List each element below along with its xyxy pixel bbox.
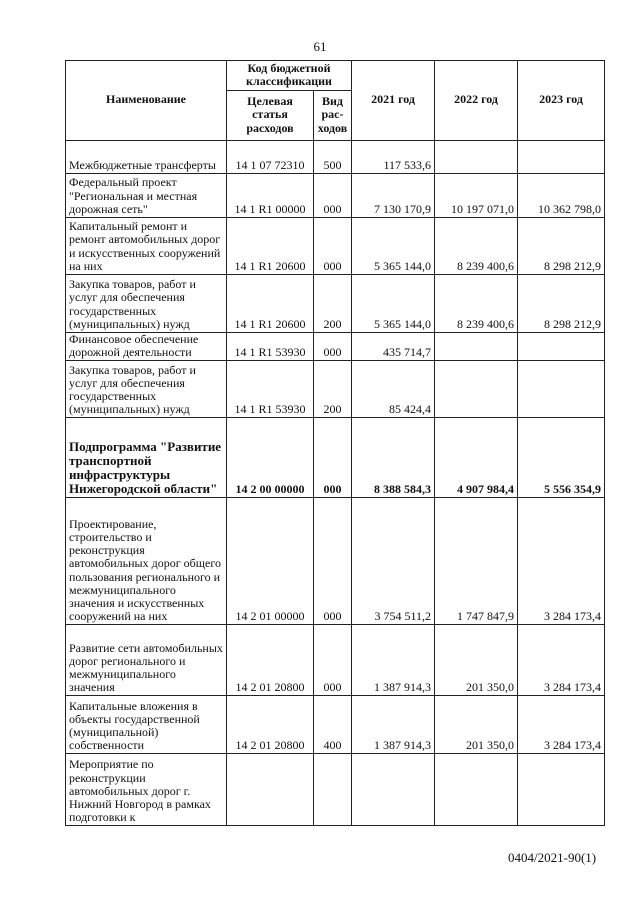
row-name: Проектирование, строительство и реконструкция автомобильных дорог общего пользования регионального и межмуниципального значения и искусственных сооружений на них [66, 498, 227, 625]
header-budget-code: Код бюджетной классификации [227, 61, 352, 91]
row-expense-type: 200 [314, 361, 352, 418]
table-row [66, 754, 605, 826]
row-value-2022: 8 239 400,6 [435, 275, 518, 333]
row-name: Капитальные вложения в объекты государственной (муниципальной) собственности [66, 696, 227, 754]
row-target-item: 14 1 R1 00000 [227, 174, 314, 218]
row-target-item: 14 1 R1 53930 [227, 361, 314, 418]
row-expense-type: 000 [314, 218, 352, 275]
row-target-item [227, 754, 314, 826]
row-value-2023: 3 284 173,4 [518, 498, 605, 625]
row-value-2021: 5 365 144,0 [352, 218, 435, 275]
row-target-item: 14 2 00 00000 [227, 418, 314, 498]
row-target-item: 14 2 01 00000 [227, 498, 314, 625]
row-value-2021: 1 387 914,3 [352, 696, 435, 754]
row-value-2023: 8 298 212,9 [518, 218, 605, 275]
table-row [66, 498, 605, 625]
row-name: Капитальный ремонт и ремонт автомобильных дорог и искусственных сооружений на них [66, 218, 227, 275]
row-value-2022 [435, 754, 518, 826]
row-name: Подпрограмма "Развитие транспортной инфраструктуры Нижегородской области" [66, 418, 227, 498]
row-name: Финансовое обеспечение дорожной деятельности [66, 333, 227, 361]
header-2021: 2021 год [352, 61, 435, 141]
row-value-2023 [518, 333, 605, 361]
table-row [66, 625, 605, 696]
row-name: Мероприятие по реконструкции автомобильных дорог г. Нижний Новгород в рамках подготовки к [66, 754, 227, 826]
row-value-2021: 117 533,6 [352, 141, 435, 174]
row-expense-type [314, 754, 352, 826]
row-value-2022: 201 350,0 [435, 625, 518, 696]
header-expense-type: Вид рас-ходов [314, 91, 352, 141]
row-value-2021: 435 714,7 [352, 333, 435, 361]
row-target-item: 14 1 R1 20600 [227, 275, 314, 333]
row-value-2022 [435, 361, 518, 418]
row-value-2023 [518, 141, 605, 174]
row-value-2021: 1 387 914,3 [352, 625, 435, 696]
page-number: 61 [313, 39, 327, 54]
row-name: Закупка товаров, работ и услуг для обеспечения государственных (муниципальных) нужд [66, 275, 227, 333]
row-value-2022: 8 239 400,6 [435, 218, 518, 275]
row-name: Развитие сети автомобильных дорог регионального и межмуниципального значения [66, 625, 227, 696]
row-name: Межбюджетные трансферты [66, 141, 227, 174]
header-2022: 2022 год [435, 61, 518, 141]
row-value-2021: 5 365 144,0 [352, 275, 435, 333]
row-expense-type: 400 [314, 696, 352, 754]
row-value-2021: 8 388 584,3 [352, 418, 435, 498]
row-value-2023: 5 556 354,9 [518, 418, 605, 498]
header-2023: 2023 год [518, 61, 605, 141]
row-value-2022 [435, 333, 518, 361]
table-row [66, 174, 605, 218]
row-value-2022 [435, 141, 518, 174]
table-row [66, 361, 605, 418]
row-value-2022: 10 197 071,0 [435, 174, 518, 218]
table-row [66, 218, 605, 275]
row-expense-type: 000 [314, 333, 352, 361]
row-target-item: 14 2 01 20800 [227, 625, 314, 696]
table-row [66, 275, 605, 333]
row-expense-type: 000 [314, 174, 352, 218]
document-code: 0404/2021-90(1) [508, 850, 597, 865]
row-expense-type: 000 [314, 418, 352, 498]
row-target-item: 14 1 07 72310 [227, 141, 314, 174]
row-value-2022: 201 350,0 [435, 696, 518, 754]
row-value-2021: 3 754 511,2 [352, 498, 435, 625]
row-value-2021: 85 424,4 [352, 361, 435, 418]
table-body [66, 141, 605, 826]
row-value-2023: 8 298 212,9 [518, 275, 605, 333]
row-value-2023: 3 284 173,4 [518, 696, 605, 754]
row-value-2023: 10 362 798,0 [518, 174, 605, 218]
table-row [66, 141, 605, 174]
row-value-2023 [518, 754, 605, 826]
row-value-2021 [352, 754, 435, 826]
header-target-item: Целевая статья расходов [227, 91, 314, 141]
row-expense-type: 000 [314, 498, 352, 625]
row-target-item: 14 2 01 20800 [227, 696, 314, 754]
row-value-2022: 1 747 847,9 [435, 498, 518, 625]
row-target-item: 14 1 R1 53930 [227, 333, 314, 361]
header-name: Наименование [66, 61, 227, 141]
row-expense-type: 200 [314, 275, 352, 333]
row-expense-type: 000 [314, 625, 352, 696]
budget-table [65, 60, 605, 826]
row-value-2023 [518, 361, 605, 418]
row-name: Федеральный проект "Региональная и местная дорожная сеть" [66, 174, 227, 218]
row-value-2023: 3 284 173,4 [518, 625, 605, 696]
row-value-2022: 4 907 984,4 [435, 418, 518, 498]
table-row [66, 418, 605, 498]
table-row [66, 333, 605, 361]
row-value-2021: 7 130 170,9 [352, 174, 435, 218]
row-target-item: 14 1 R1 20600 [227, 218, 314, 275]
row-name: Закупка товаров, работ и услуг для обеспечения государственных (муниципальных) нужд [66, 361, 227, 418]
row-expense-type: 500 [314, 141, 352, 174]
table-row [66, 696, 605, 754]
